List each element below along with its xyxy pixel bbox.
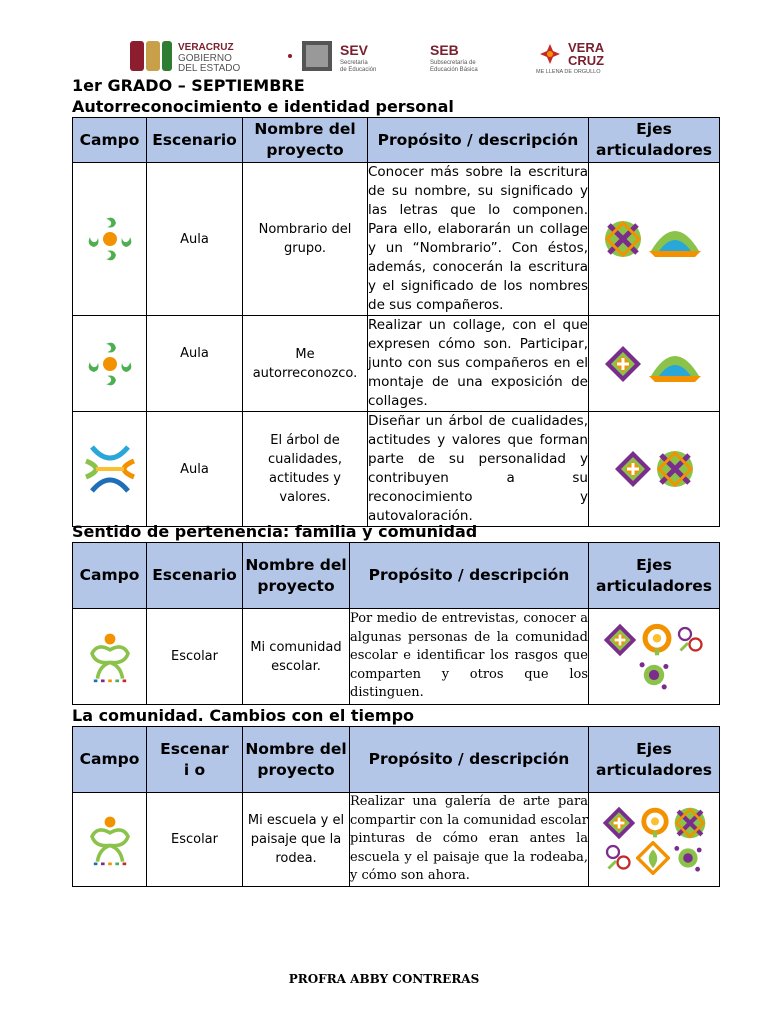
- section-title-1: Autorreconocimiento e identidad personal: [72, 97, 454, 116]
- interculturalidad-icon: [640, 622, 674, 658]
- table-row: [73, 793, 720, 887]
- lectura-icon: [645, 219, 705, 259]
- seb-logo: [428, 38, 528, 74]
- pensamiento-critico-icon: [602, 622, 638, 658]
- escenario-cell: Aula: [147, 412, 243, 527]
- igualdad-genero-icon: [604, 843, 634, 873]
- descripcion-cell: Diseñar un árbol de cualidades, actitudes y valores que forman parte de su personalidad y contribuyen a su reconocimiento y autovaloración.: [368, 412, 589, 527]
- pensamiento-critico-icon: [603, 344, 643, 384]
- table-row: [73, 609, 720, 705]
- header-escenario: Escenario: [147, 118, 243, 163]
- header-campo: Campo: [73, 543, 147, 609]
- table-row: [73, 163, 720, 316]
- header-ejes: Ejes articuladores: [589, 727, 720, 793]
- header-proposito: Propósito / descripción: [368, 118, 589, 163]
- descripcion-cell: Realizar un collage, con el que expresen cómo son. Participar, junto con sus compañeros en el montaje de una exposición de collages.: [368, 316, 589, 412]
- table-row: [73, 412, 720, 527]
- svg-text:SEB: SEB: [430, 42, 459, 58]
- svg-text:ME LLENA DE ORGULLO: ME LLENA DE ORGULLO: [536, 69, 601, 74]
- escenario-cell: Aula: [147, 163, 243, 316]
- inclusion-icon: [673, 806, 707, 840]
- svg-text:CRUZ: CRUZ: [568, 53, 605, 68]
- projects-table-2: [72, 542, 720, 705]
- header-campo: Campo: [73, 118, 147, 163]
- section-title-2: Sentido de pertenencia: familia y comunidad: [72, 522, 478, 541]
- inclusion-icon: [655, 449, 695, 489]
- humano-comunitario-icon: [83, 627, 137, 687]
- proyecto-cell: Nombrario del grupo.: [243, 163, 368, 316]
- section-title-3: La comunidad. Cambios con el tiempo: [72, 706, 415, 725]
- pensamiento-critico-icon: [601, 805, 637, 841]
- header-ejes: Ejes articuladores: [589, 543, 720, 609]
- artes-icon: [637, 658, 671, 692]
- descripcion-cell: Realizar una galería de arte para compartir con la comunidad escolar pinturas de cómo eran antes la escuela y el paisaje que la rodeaba, y cómo son ahora.: [350, 793, 589, 887]
- sev-logo: [286, 38, 406, 74]
- proyecto-cell: Mi comunidad escolar.: [243, 609, 350, 705]
- header-ejes: Ejes articuladores: [589, 118, 720, 163]
- header-nombre-proyecto: Nombre del proyecto: [243, 118, 368, 163]
- inclusion-icon: [603, 219, 643, 259]
- page-title: 1er GRADO – SEPTIEMBRE: [72, 76, 305, 95]
- svg-text:Secretaría: Secretaría: [340, 60, 368, 66]
- table-row: [73, 316, 720, 412]
- proyecto-cell: El árbol de cualidades, actitudes y valores.: [243, 412, 368, 527]
- header-logos: [128, 38, 648, 74]
- header-nombre-proyecto: Nombre del proyecto: [243, 543, 350, 609]
- escenario-cell: Escolar: [147, 609, 243, 705]
- pensamiento-critico-icon: [613, 449, 653, 489]
- veracruz-gobierno-logo: [128, 38, 268, 74]
- svg-text:VERACRUZ: VERACRUZ: [178, 42, 234, 53]
- header-escenario: Escenario: [147, 543, 243, 609]
- footer-author: PROFRA ABBY CONTRERAS: [288, 972, 480, 986]
- proyecto-cell: Mi escuela y el paisaje que la rodea.: [243, 793, 350, 887]
- lenguajes-icon: [80, 334, 140, 394]
- descripcion-cell: Conocer más sobre la escritura de su nombre, su significado y las letras que lo componen. Para ello, elaborarán un collage y un “Nombrario”. Con éstos, además, conocerán la escritura y el significado de los nombres de sus compañeros.: [368, 163, 589, 316]
- svg-text:DEL ESTADO: DEL ESTADO: [178, 63, 241, 74]
- header-campo: Campo: [73, 727, 147, 793]
- humano-comunitario-icon: [83, 810, 137, 870]
- svg-text:de Educación: de Educación: [340, 67, 377, 73]
- escenario-cell: Aula: [147, 316, 243, 412]
- header-escenario: Escenari o: [147, 727, 243, 793]
- header-proposito: Propósito / descripción: [350, 727, 589, 793]
- lectura-icon: [645, 344, 705, 384]
- proyecto-cell: Me autorreconozco.: [243, 316, 368, 412]
- header-proposito: Propósito / descripción: [350, 543, 589, 609]
- etica-naturaleza-icon: [80, 439, 140, 499]
- lenguajes-icon: [80, 209, 140, 269]
- svg-text:SEV: SEV: [340, 42, 369, 58]
- svg-text:Subsecretaría de: Subsecretaría de: [430, 60, 476, 66]
- svg-text:Educación Básica: Educación Básica: [430, 67, 478, 73]
- vida-saludable-icon: [636, 841, 670, 875]
- descripcion-cell: Por medio de entrevistas, conocer a algunas personas de la comunidad escolar e identificar los rasgos que comparten y otros que los distinguen.: [350, 609, 589, 705]
- svg-text:GOBIERNO: GOBIERNO: [178, 53, 232, 64]
- interculturalidad-icon: [639, 806, 671, 840]
- artes-icon: [672, 842, 704, 874]
- projects-table-1: [72, 117, 720, 527]
- vera-cruz-orgullo-logo: [536, 38, 648, 74]
- header-nombre-proyecto: Nombre del proyecto: [243, 727, 350, 793]
- igualdad-genero-icon: [676, 625, 706, 655]
- escenario-cell: Escolar: [147, 793, 243, 887]
- svg-text:VERA: VERA: [568, 40, 605, 55]
- projects-table-3: [72, 726, 720, 887]
